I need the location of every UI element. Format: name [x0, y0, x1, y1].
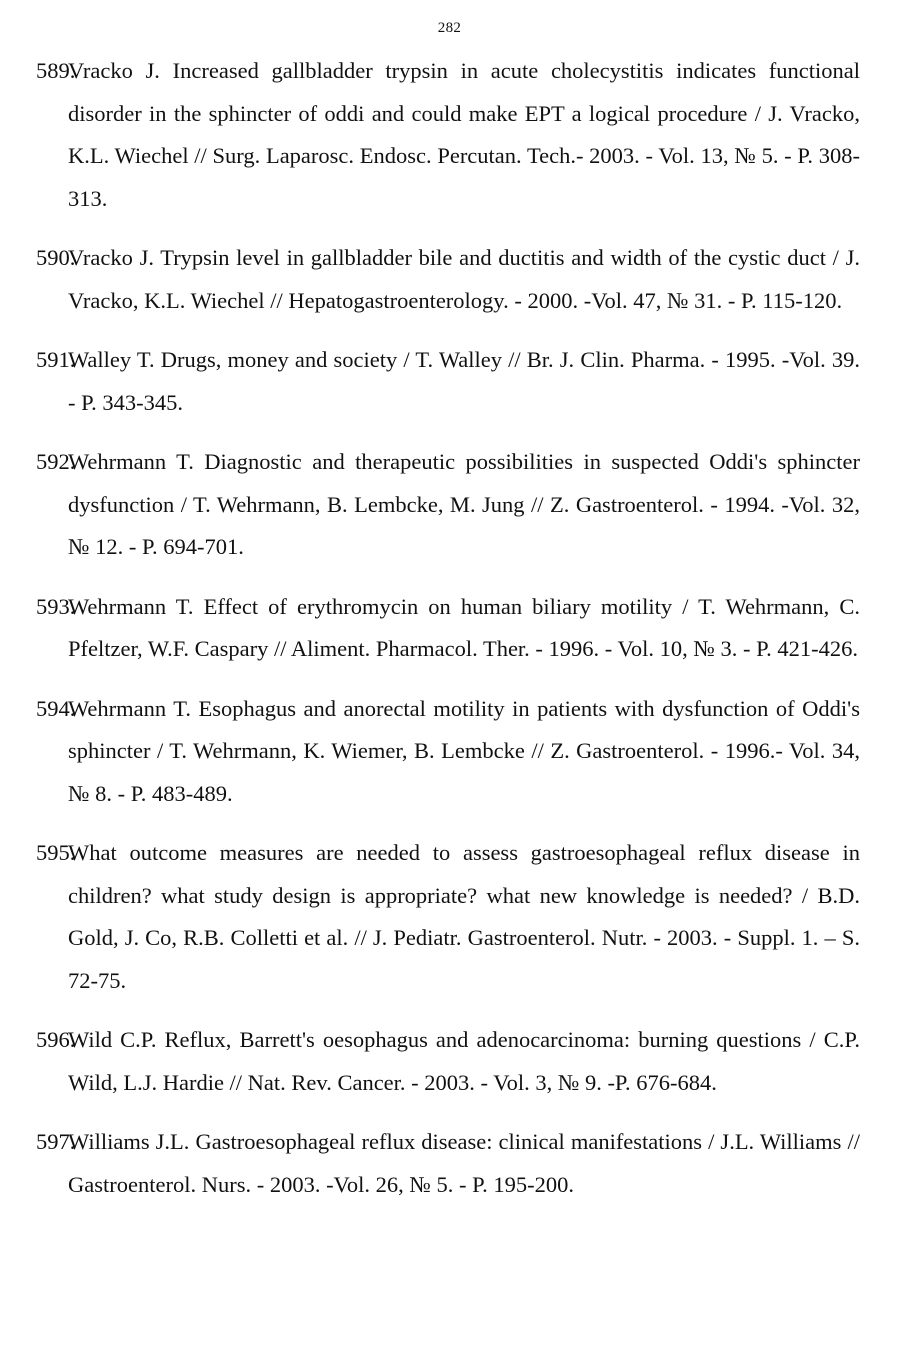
reference-number: 592.: [36, 449, 76, 474]
reference-item: [36, 441, 860, 569]
reference-text: Wehrmann T. Effect of erythromycin on human biliary motility / T. Wehrmann, C. Pfeltzer, W.F. Caspary // Aliment. Pharmacol. Ther. - 1996. - Vol. 10, № 3. - P. 421-426.: [68, 593, 860, 661]
reference-number: 590.: [36, 245, 76, 270]
reference-text: Vracko J. Trypsin level in gallbladder bile and ductitis and width of the cystic duct / J. Vracko, K.L. Wiechel // Hepatogastroenterology. - 2000. -Vol. 47, № 31. - P. 115-120.: [68, 245, 860, 313]
reference-number: 597.: [36, 1129, 76, 1154]
reference-text: Wehrmann T. Esophagus and anorectal motility in patients with dysfunction of Oddi's sphincter / T. Wehrmann, K. Wiemer, B. Lembcke // Z. Gastroenterol. - 1996.- Vol. 34, № 8. - P. 483-489.: [68, 695, 860, 806]
reference-number: 593.: [36, 593, 76, 619]
reference-item: [36, 50, 860, 220]
reference-item: [36, 339, 860, 424]
reference-text: Walley T. Drugs, money and society / T. Walley // Br. J. Clin. Pharma. - 1995. -Vol. 39. - P. 343-345.: [68, 347, 860, 415]
reference-item: [36, 237, 860, 322]
reference-item: [36, 1019, 860, 1104]
reference-text: What outcome measures are needed to assess gastroesophageal reflux disease in children? what study design is appropriate? what new knowledge is needed? / B.D. Gold, J. Co, R.B. Colletti et al. // J. Pediatr. Gastroenterol. Nutr. - 2003. - Suppl. 1. – S. 72-75.: [68, 840, 860, 993]
reference-item: [36, 586, 860, 671]
reference-text: Williams J.L. Gastroesophageal reflux disease: clinical manifestations / J.L. Williams // Gastroenterol. Nurs. - 2003. -Vol. 26, № 5. - P. 195-200.: [68, 1129, 860, 1197]
reference-list: [36, 50, 860, 1206]
reference-item: [36, 688, 860, 816]
reference-item: [36, 832, 860, 1002]
reference-item: [36, 1121, 860, 1206]
page-number: 282: [437, 20, 462, 36]
reference-text: Wehrmann T. Diagnostic and therapeutic possibilities in suspected Oddi's sphincter dysfunction / T. Wehrmann, B. Lembcke, M. Jung // Z. Gastroenterol. - 1994. -Vol. 32, № 12. - P. 694-701.: [68, 449, 860, 559]
reference-number: 591.: [36, 347, 76, 372]
reference-number: 595.: [36, 840, 76, 865]
reference-text: Vracko J. Increased gallbladder trypsin in acute cholecystitis indicates functional disorder in the sphincter of oddi and could make EPT a logical procedure / J. Vracko, K.L. Wiechel // Surg. Laparosc. Endosc. Percutan. Tech.- 2003. - Vol. 13, № 5. - P. 308-313.: [68, 58, 860, 211]
reference-number: 589.: [36, 58, 76, 83]
reference-text: Wild C.P. Reflux, Barrett's oesophagus and adenocarcinoma: burning questions / C.P. Wild, L.J. Hardie // Nat. Rev. Cancer. - 2003. - Vol. 3, № 9. -P. 676-684.: [68, 1027, 860, 1095]
reference-number: 594.: [36, 695, 76, 721]
reference-number: 596.: [36, 1027, 76, 1052]
